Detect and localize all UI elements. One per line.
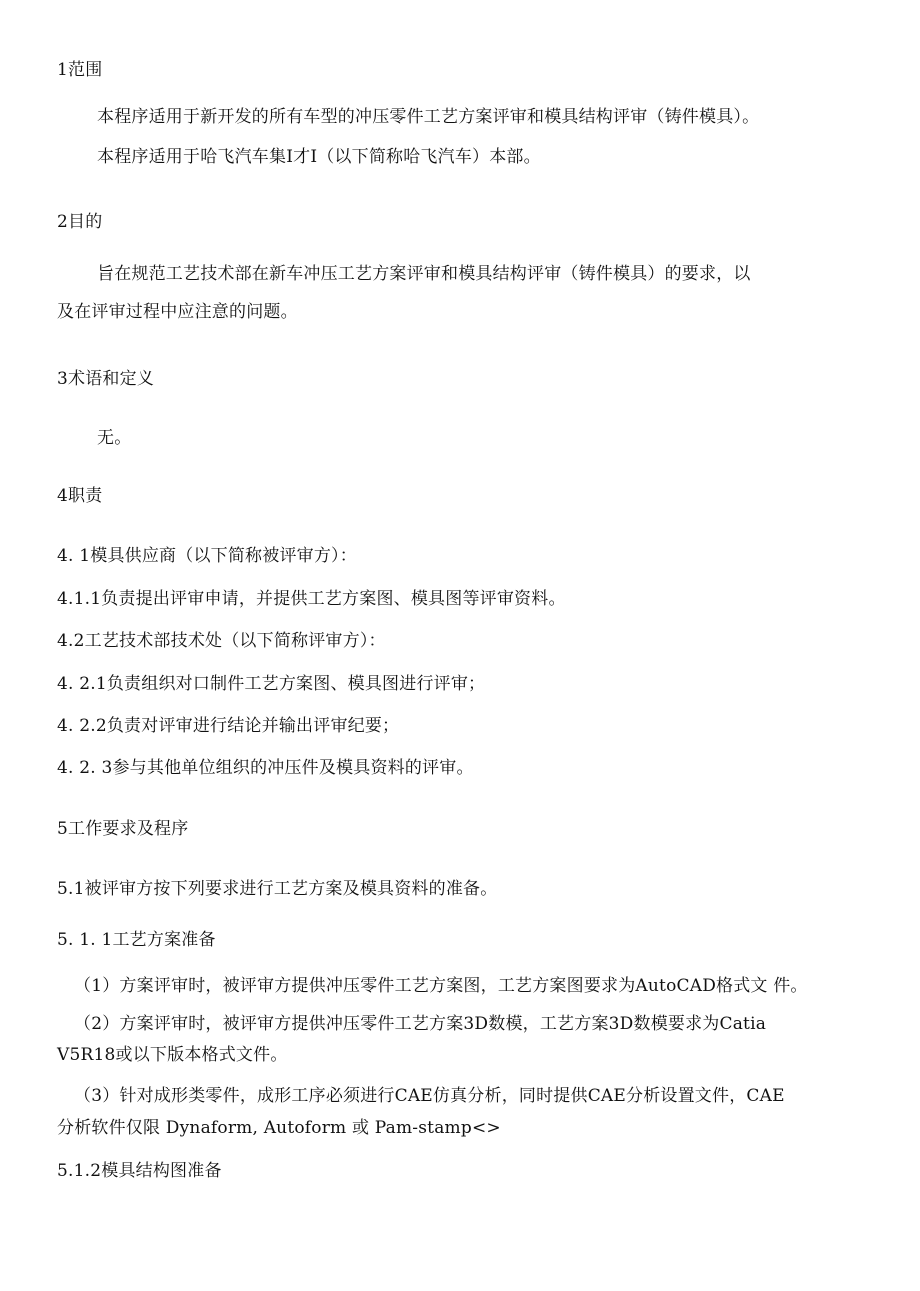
section-1-heading: 1范围 xyxy=(57,60,103,80)
list-item-2-line-1: （2）方案评审时，被评审方提供冲压零件工艺方案3D数模，工艺方案3D数模要求为Catia xyxy=(74,1014,767,1034)
clause-5-1: 5.1被评审方按下列要求进行工艺方案及模具资料的准备。 xyxy=(57,879,498,899)
clause-4-1: 4. 1模具供应商（以下简称被评审方）： xyxy=(57,546,357,566)
list-item-2-line-2: V5R18或以下版本格式文件。 xyxy=(57,1045,288,1065)
section-4-heading: 4职责 xyxy=(57,486,103,506)
clause-5-1-1: 5. 1. 1工艺方案准备 xyxy=(57,930,216,950)
section-3-heading: 3术语和定义 xyxy=(57,369,155,389)
clause-4-1-1: 4.1.1负责提出评审申请，并提供工艺方案图、模具图等评审资料。 xyxy=(57,589,566,609)
list-item-3-line-2: 分析软件仅限 Dynaform, Autoform 或 Pam-stamp<> xyxy=(57,1118,501,1138)
section-5-heading: 5工作要求及程序 xyxy=(57,819,189,839)
clause-4-2-2: 4. 2.2负责对评审进行结论并输出评审纪要； xyxy=(57,716,400,736)
section-1-paragraph-2: 本程序适用于哈飞汽车集I才I（以下简称哈飞汽车）本部。 xyxy=(97,147,541,167)
section-2-heading: 2目的 xyxy=(57,212,103,232)
section-1-paragraph-1: 本程序适用于新开发的所有车型的冲压零件工艺方案评审和模具结构评审（铸件模具）。 xyxy=(97,107,760,127)
clause-4-2: 4.2工艺技术部技术处（以下简称评审方）： xyxy=(57,631,386,651)
list-item-3-line-1: （3）针对成形类零件，成形工序必须进行CAE仿真分析，同时提供CAE分析设置文件，CAE xyxy=(74,1086,785,1106)
section-2-paragraph-line-2: 及在评审过程中应注意的问题。 xyxy=(57,302,298,322)
section-3-paragraph: 无。 xyxy=(97,428,132,448)
section-2-paragraph-line-1: 旨在规范工艺技术部在新车冲压工艺方案评审和模具结构评审（铸件模具）的要求，以 xyxy=(97,264,751,284)
list-item-1: （1）方案评审时，被评审方提供冲压零件工艺方案图，工艺方案图要求为AutoCAD格式文 件。 xyxy=(74,976,808,996)
clause-4-2-3: 4. 2. 3参与其他单位组织的冲压件及模具资料的评审。 xyxy=(57,758,474,778)
clause-5-1-2: 5.1.2模具结构图准备 xyxy=(57,1161,222,1181)
clause-4-2-1: 4. 2.1负责组织对口制件工艺方案图、模具图进行评审； xyxy=(57,674,486,694)
